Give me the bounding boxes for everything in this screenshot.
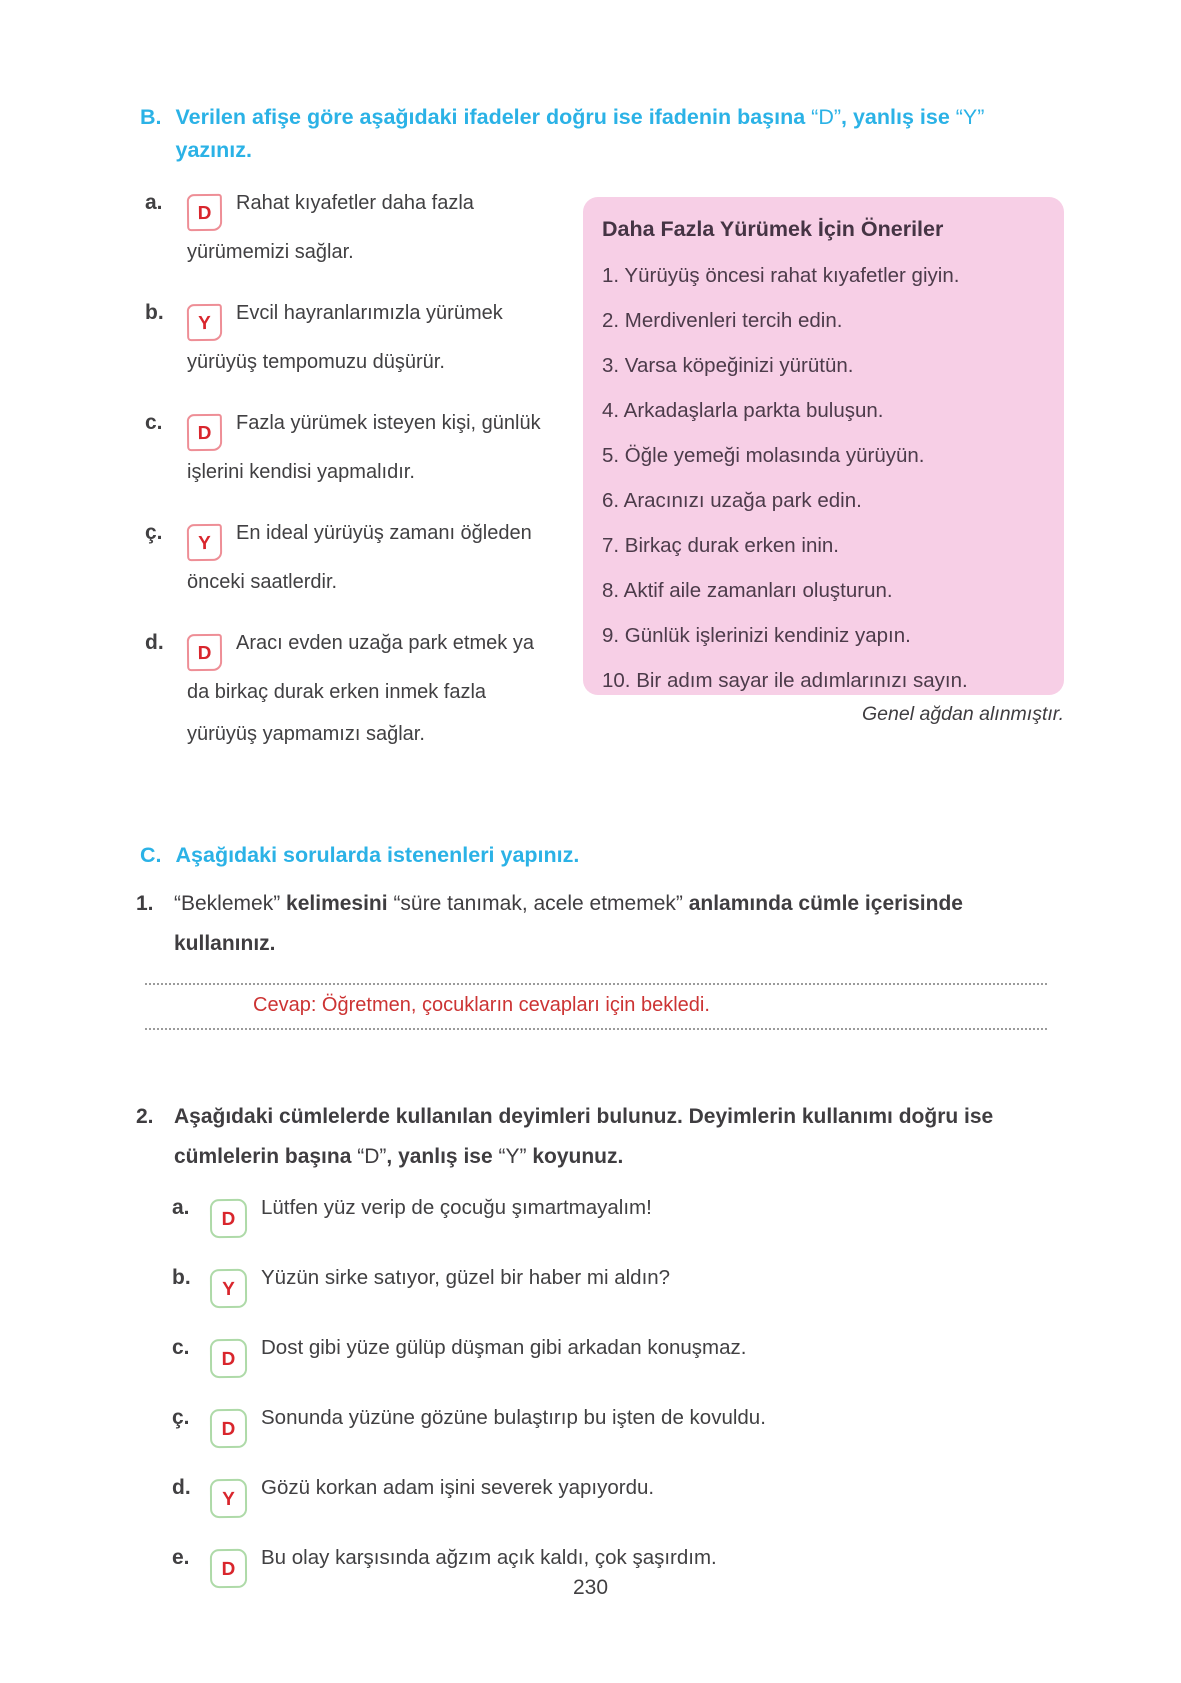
item-letter: c. [172, 1336, 190, 1359]
answer-box: D [210, 1409, 247, 1448]
idiom-item [172, 1397, 1072, 1441]
answer-area [145, 983, 1047, 1030]
poster-item: 10. Bir adım sayar ile adımlarınızı sayın. [602, 669, 968, 693]
section-b-label: B. [140, 105, 162, 129]
question-2-items [172, 1187, 1072, 1607]
section-c-title: Aşağıdaki sorularda istenenleri yapınız. [175, 843, 580, 867]
true-false-item [145, 182, 545, 273]
item-letter: a. [172, 1196, 190, 1219]
item-text: D Aracı evden uzağa park etmek ya da birkaç durak erken inmek fazla yürüyüş yapmamızı sağlar. [187, 632, 534, 745]
answer-box: D [187, 634, 222, 671]
poster-item: 2. Merdivenleri tercih edin. [602, 308, 843, 332]
answer-box: Y [187, 524, 222, 561]
item-text: D Rahat kıyafetler daha fazla yürümemizi sağlar. [187, 192, 474, 263]
item-letter: d. [172, 1476, 191, 1499]
poster-item: 1. Yürüyüş öncesi rahat kıyafetler giyin. [602, 263, 960, 287]
poster-item: 6. Aracınızı uzağa park edin. [602, 488, 862, 512]
item-letter: ç. [172, 1406, 190, 1429]
question-1 [136, 884, 1054, 964]
true-false-item [145, 402, 545, 493]
idiom-item [172, 1187, 1072, 1231]
item-letter: d. [145, 631, 164, 654]
answer-box: D [210, 1199, 247, 1238]
item-letter: b. [145, 301, 164, 324]
poster-item: 7. Birkaç durak erken inin. [602, 533, 840, 557]
answer-box: D [210, 1549, 247, 1588]
true-false-item [145, 512, 545, 603]
answer-box: Y [210, 1269, 247, 1308]
item-letter: e. [172, 1546, 190, 1569]
item-text: DLütfen yüz verip de çocuğu şımartmayalım! [210, 1187, 652, 1228]
item-text: YYüzün sirke satıyor, güzel bir haber mi aldın? [210, 1257, 670, 1298]
idiom-item [172, 1537, 1072, 1581]
poster-item: 4. Arkadaşlarla parkta buluşun. [602, 398, 884, 422]
section-b-heading [140, 101, 1052, 168]
item-letter: c. [145, 411, 163, 434]
section-c-label: C. [140, 843, 162, 867]
question-text: “Beklemek” kelimesini “süre tanımak, acele etmemek” anlamında cümle içerisinde kullanınız. [174, 892, 963, 955]
answer-box: D [187, 194, 222, 231]
item-text: YGözü korkan adam işini severek yapıyordu. [210, 1467, 654, 1508]
answer-box: D [210, 1339, 247, 1378]
item-letter: ç. [145, 521, 163, 544]
question-2 [136, 1097, 1054, 1177]
poster-title: Daha Fazla Yürümek İçin Öneriler [602, 217, 944, 241]
walking-tips-poster [583, 197, 1064, 695]
source-note: Genel ağdan alınmıştır. [862, 703, 1064, 725]
poster-item: 5. Öğle yemeği molasında yürüyün. [602, 443, 925, 467]
answer-box: D [187, 414, 222, 451]
poster-item: 8. Aktif aile zamanları oluşturun. [602, 578, 893, 602]
poster-item: 9. Günlük işlerinizi kendiniz yapın. [602, 624, 911, 647]
item-text: D Fazla yürümek isteyen kişi, günlük işlerini kendisi yapmalıdır. [187, 412, 541, 483]
page-number: 230 [572, 1576, 609, 1599]
answer-box: Y [187, 304, 222, 341]
item-text: DBu olay karşısında ağzım açık kaldı, çok şaşırdım. [210, 1537, 717, 1578]
item-letter: a. [145, 191, 163, 214]
true-false-item [145, 622, 545, 755]
item-text: DSonunda yüzüne gözüne bulaştırıp bu işten de kovuldu. [210, 1397, 766, 1438]
section-b-items [145, 182, 545, 774]
idiom-item [172, 1467, 1072, 1511]
section-b-title: Verilen afişe göre aşağıdaki ifadeler doğru ise ifadenin başına “D”, yanlış ise “Y” yazınız. [175, 105, 985, 163]
true-false-item [145, 292, 545, 383]
idiom-item [172, 1257, 1072, 1301]
handwritten-answer: Cevap: Öğretmen, çocukların cevapları için bekledi. [253, 994, 710, 1016]
question-number: 2. [136, 1105, 154, 1128]
poster-item: 3. Varsa köpeğinizi yürütün. [602, 353, 854, 377]
answer-box: Y [210, 1479, 247, 1518]
item-letter: b. [172, 1266, 191, 1289]
item-text: DDost gibi yüze gülüp düşman gibi arkadan konuşmaz. [210, 1327, 746, 1368]
question-number: 1. [136, 892, 154, 915]
section-c-heading [140, 839, 1052, 872]
item-text: Y Evcil hayranlarımızla yürümek yürüyüş tempomuzu düşürür. [187, 302, 503, 373]
item-text: Y En ideal yürüyüş zamanı öğleden önceki saatlerdir. [187, 522, 532, 593]
idiom-item [172, 1327, 1072, 1371]
question-text: Aşağıdaki cümlelerde kullanılan deyimleri bulunuz. Deyimlerin kullanımı doğru ise cümlelerin başına “D”, yanlış ise “Y” koyunuz. [174, 1105, 994, 1168]
